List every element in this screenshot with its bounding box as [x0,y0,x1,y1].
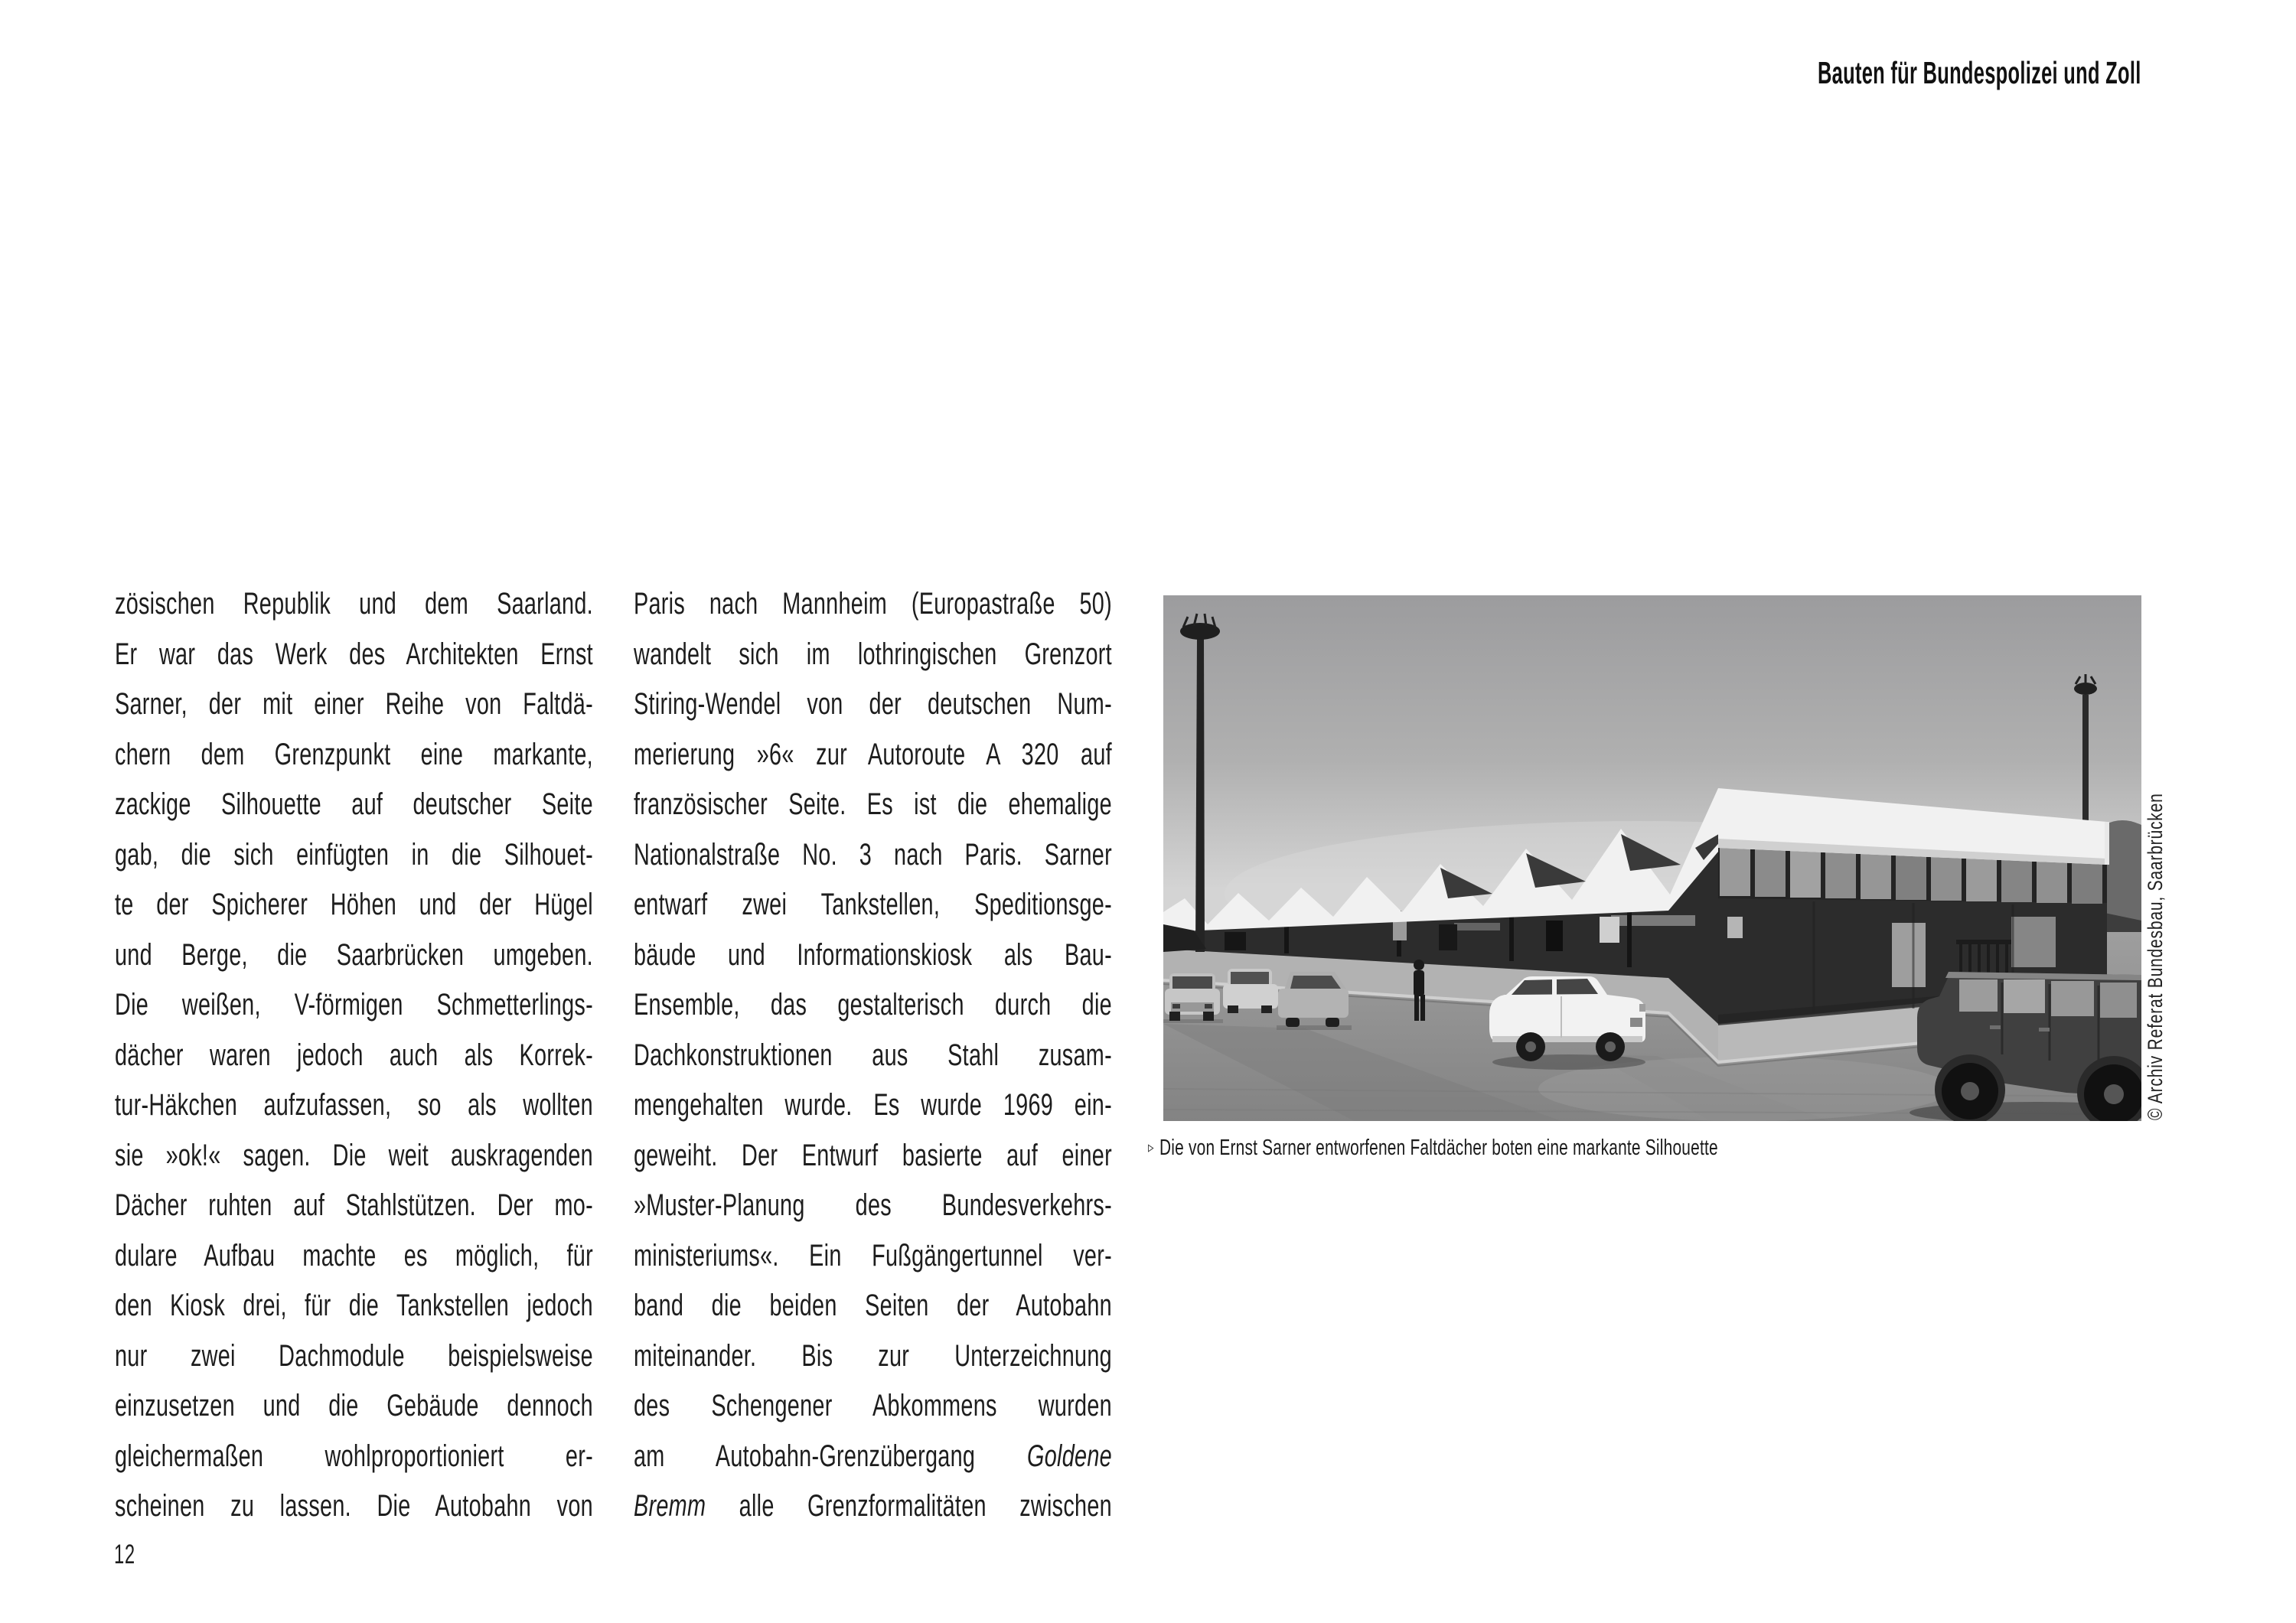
text-segment-italic: Bremm [634,1489,706,1523]
text-line: und Berge, die Saarbrücken umgeben. [115,937,593,972]
text-line: Paris nach Mannheim (Europastraße 50) [634,587,1112,621]
text-segment: alle Grenzformalitäten zwischen [706,1489,1112,1523]
text-line: scheinen zu lassen. Die Autobahn von [115,1489,593,1523]
text-line: nur zwei Dachmodule beispielsweise [115,1338,593,1373]
text-line: Ensemble, das gestalterisch durch die [634,988,1112,1022]
text-line: »Muster-Planung des Bundesverkehrs- [634,1188,1112,1222]
text-column-left [115,579,593,1532]
text-line: bäude und Informationskiosk als Bau- [634,937,1112,972]
text-line: französischer Seite. Es ist die ehemalige [634,787,1112,821]
text-line: mengehalten wurde. Es wurde 1969 ein- [634,1088,1112,1122]
car-light-front-b [1223,969,1278,1013]
text-line: Dächer ruhten auf Stahlstützen. Der mo- [115,1188,593,1222]
text-line: zösischen Republik und dem Saarland. [115,587,593,621]
text-line: entwarf zwei Tankstellen, Speditionsge- [634,888,1112,921]
page-number: 12 [114,1540,135,1569]
text-line: merierung »6« zur Autoroute A 320 auf [634,737,1112,771]
text-line: gleichermaßen wohlproportioniert er- [115,1439,593,1473]
text-line [634,1481,1112,1532]
text-line: tur-Häkchen aufzufassen, so als wollten [115,1088,593,1122]
text-column-middle [634,579,1112,1532]
text-line: Dachkonstruktionen aus Stahl zusam- [634,1038,1112,1072]
photo-caption-text: Die von Ernst Sarner entworfenen Faltdächer boten eine markante Silhouette [1159,1136,1718,1160]
text-line: sie »ok!« sagen. Die weit auskragenden [115,1138,593,1172]
text-segment: am Autobahn-Grenzübergang [634,1439,1028,1473]
text-line: einzusetzen und die Gebäude dennoch [115,1389,593,1423]
text-line: Nationalstraße No. 3 nach Paris. Sarner [634,837,1112,872]
text-line: Stiring-Wendel von der deutschen Num- [634,687,1112,721]
text-line: miteinander. Bis zur Unterzeichnung [634,1338,1112,1373]
text-line: ministeriums«. Ein Fußgängertunnel ver- [634,1238,1112,1273]
text-line: te der Spicherer Höhen und der Hügel [115,888,593,921]
running-head: Bauten für Bundespolizei und Zoll [1818,55,2141,90]
text-line: chern dem Grenzpunkt eine markante, [115,737,593,771]
text-line: geweiht. Der Entwurf basierte auf einer [634,1138,1112,1172]
text-line: den Kiosk drei, für die Tankstellen jedoch [115,1289,593,1322]
text-line: des Schengener Abkommens wurden [634,1389,1112,1423]
photo-credit [2144,701,2167,1120]
text-line [634,1432,1112,1482]
text-line: Die weißen, V-förmigen Schmetterlings- [115,988,593,1022]
text-line: Sarner, der mit einer Reihe von Faltdä- [115,687,593,721]
caption-triangle-icon: ▹ [1148,1139,1154,1156]
text-segment-italic: Goldene [1027,1439,1112,1473]
text-line: dächer waren jedoch auch als Korrek- [115,1038,593,1072]
photo-credit-text: © Archiv Referat Bundesbau, Saarbrücken [2144,793,2167,1120]
photo-caption [1148,1136,1718,1161]
text-line: band die beiden Seiten der Autobahn [634,1289,1112,1322]
text-line: zackige Silhouette auf deutscher Seite [115,787,593,821]
text-line: dulare Aufbau machte es möglich, für [115,1238,593,1273]
border-station-photo [1163,595,2141,1121]
text-line: gab, die sich einfügten in die Silhouet- [115,837,593,872]
text-line: Er war das Werk des Architekten Ernst [115,637,593,671]
text-line: wandelt sich im lothringischen Grenzort [634,637,1112,671]
